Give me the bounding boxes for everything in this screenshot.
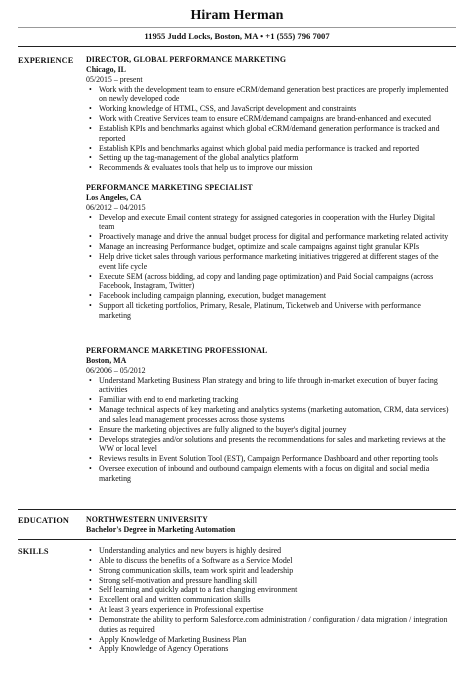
list-item: • Able to discuss the benefits of a Software as a Service Model (86, 556, 452, 566)
section-heading-experience: EXPERIENCE (18, 56, 74, 65)
list-item: • Help drive ticket sales through various performance marketing initiatives triggered at different stages of the event life cycle (86, 252, 452, 272)
list-item: • Understand Marketing Business Plan strategy and bring to life through in-market execution of buyer facing activities (86, 376, 452, 396)
section-heading-education: EDUCATION (18, 516, 69, 525)
list-item: • Working knowledge of HTML, CSS, and JavaScript development and constraints (86, 104, 452, 114)
job-dates: 06/2012 – 04/2015 (86, 202, 146, 212)
list-item: • Strong communication skills, team work spirit and leadership (86, 566, 452, 576)
degree: Bachelor's Degree in Marketing Automation (86, 524, 236, 534)
list-item: • Apply Knowledge of Agency Operations (86, 644, 452, 654)
skills-list (86, 546, 452, 654)
job-title: DIRECTOR, GLOBAL PERFORMANCE MARKETING (86, 55, 287, 64)
list-item: • Establish KPIs and benchmarks against which global paid media performance is tracked and reported (86, 144, 452, 154)
school-name: NORTHWESTERN UNIVERSITY (86, 515, 208, 524)
list-item: • Manage an increasing Performance budget, optimize and scale campaigns against tight granular KPIs (86, 242, 452, 252)
list-item: • Apply Knowledge of Marketing Business Plan (86, 635, 452, 645)
list-item: • Recommends & evaluates tools that help us to improve our mission (86, 163, 452, 173)
list-item: • At least 3 years experience in Professional expertise (86, 605, 452, 615)
list-item: • Work with Creative Services team to ensure eCRM/demand campaigns are brand-enhanced and executed (86, 114, 452, 124)
list-item: • Ensure the marketing objectives are fully aligned to the buyer's digital journey (86, 425, 452, 435)
section-divider (18, 539, 456, 540)
list-item: • Oversee execution of inbound and outbound campaign elements with a focus on digital and social media marketing (86, 464, 452, 484)
job-title: PERFORMANCE MARKETING PROFESSIONAL (86, 346, 268, 355)
list-item: • Establish KPIs and benchmarks against which global eCRM/demand generation performance is tracked and reported (86, 124, 452, 144)
list-item: • Familiar with end to end marketing tracking (86, 395, 452, 405)
list-item: • Facebook including campaign planning, execution, budget management (86, 291, 452, 301)
job-dates: 06/2006 – 05/2012 (86, 365, 146, 375)
job-location: Boston, MA (86, 355, 127, 365)
list-item: • Work with the development team to ensure eCRM/demand generation best practices are properly implemented on newly developed code (86, 85, 452, 105)
list-item: • Demonstrate the ability to perform Salesforce.com administration / configuration / data migration / integration duties as required (86, 615, 452, 635)
list-item: • Strong self-motivation and pressure handling skill (86, 576, 452, 586)
job-title: PERFORMANCE MARKETING SPECIALIST (86, 183, 253, 192)
job-bullets (86, 85, 452, 174)
job-location: Los Angeles, CA (86, 192, 142, 202)
education-entry (86, 515, 452, 535)
list-item: • Develop and execute Email content strategy for assigned categories in cooperation with the Hurley Digital team (86, 213, 452, 233)
list-item: • Execute SEM (across bidding, ad copy and landing page optimization) and Paid Social campaigns (across Facebook, Instagram, Twitter) (86, 272, 452, 292)
list-item: • Develops strategies and/or solutions and presents the recommendations for sales and marketing reviews at the WW or local level (86, 435, 452, 455)
job-location: Chicago, IL (86, 64, 126, 74)
list-item: • Reviews results in Event Solution Tool (EST), Campaign Performance Dashboard and other reporting tools (86, 454, 452, 464)
job-bullets (86, 213, 452, 321)
list-item: • Manage technical aspects of key marketing and analytics systems (marketing automation, CRM, data services) and sales lead management processes across those systems (86, 405, 452, 425)
job-bullets (86, 376, 452, 484)
job-entry (86, 183, 452, 321)
candidate-name: Hiram Herman (190, 8, 284, 23)
section-divider (18, 46, 456, 47)
list-item: • Proactively manage and drive the annual budget process for digital and performance marketing related activity (86, 232, 452, 242)
list-item: • Self learning and quickly adapt to a fast changing environment (86, 585, 452, 595)
list-item: • Excellent oral and written communication skills (86, 595, 452, 605)
list-item: • Setting up the tag-management of the global analytics platform (86, 153, 452, 163)
skills-bullets (86, 546, 452, 654)
section-divider (18, 509, 456, 510)
job-dates: 05/2015 – present (86, 74, 143, 84)
list-item: • Understanding analytics and new buyers is highly desired (86, 546, 452, 556)
section-heading-skills: SKILLS (18, 547, 49, 556)
job-entry (86, 346, 452, 484)
job-entry (86, 55, 452, 173)
list-item: • Support all ticketing portfolios, Primary, Resale, Platinum, Ticketweb and Universe with performance marketing (86, 301, 452, 321)
contact-line: 11955 Judd Locks, Boston, MA • +1 (555) 796 7007 (144, 31, 330, 41)
header-divider (18, 27, 456, 28)
